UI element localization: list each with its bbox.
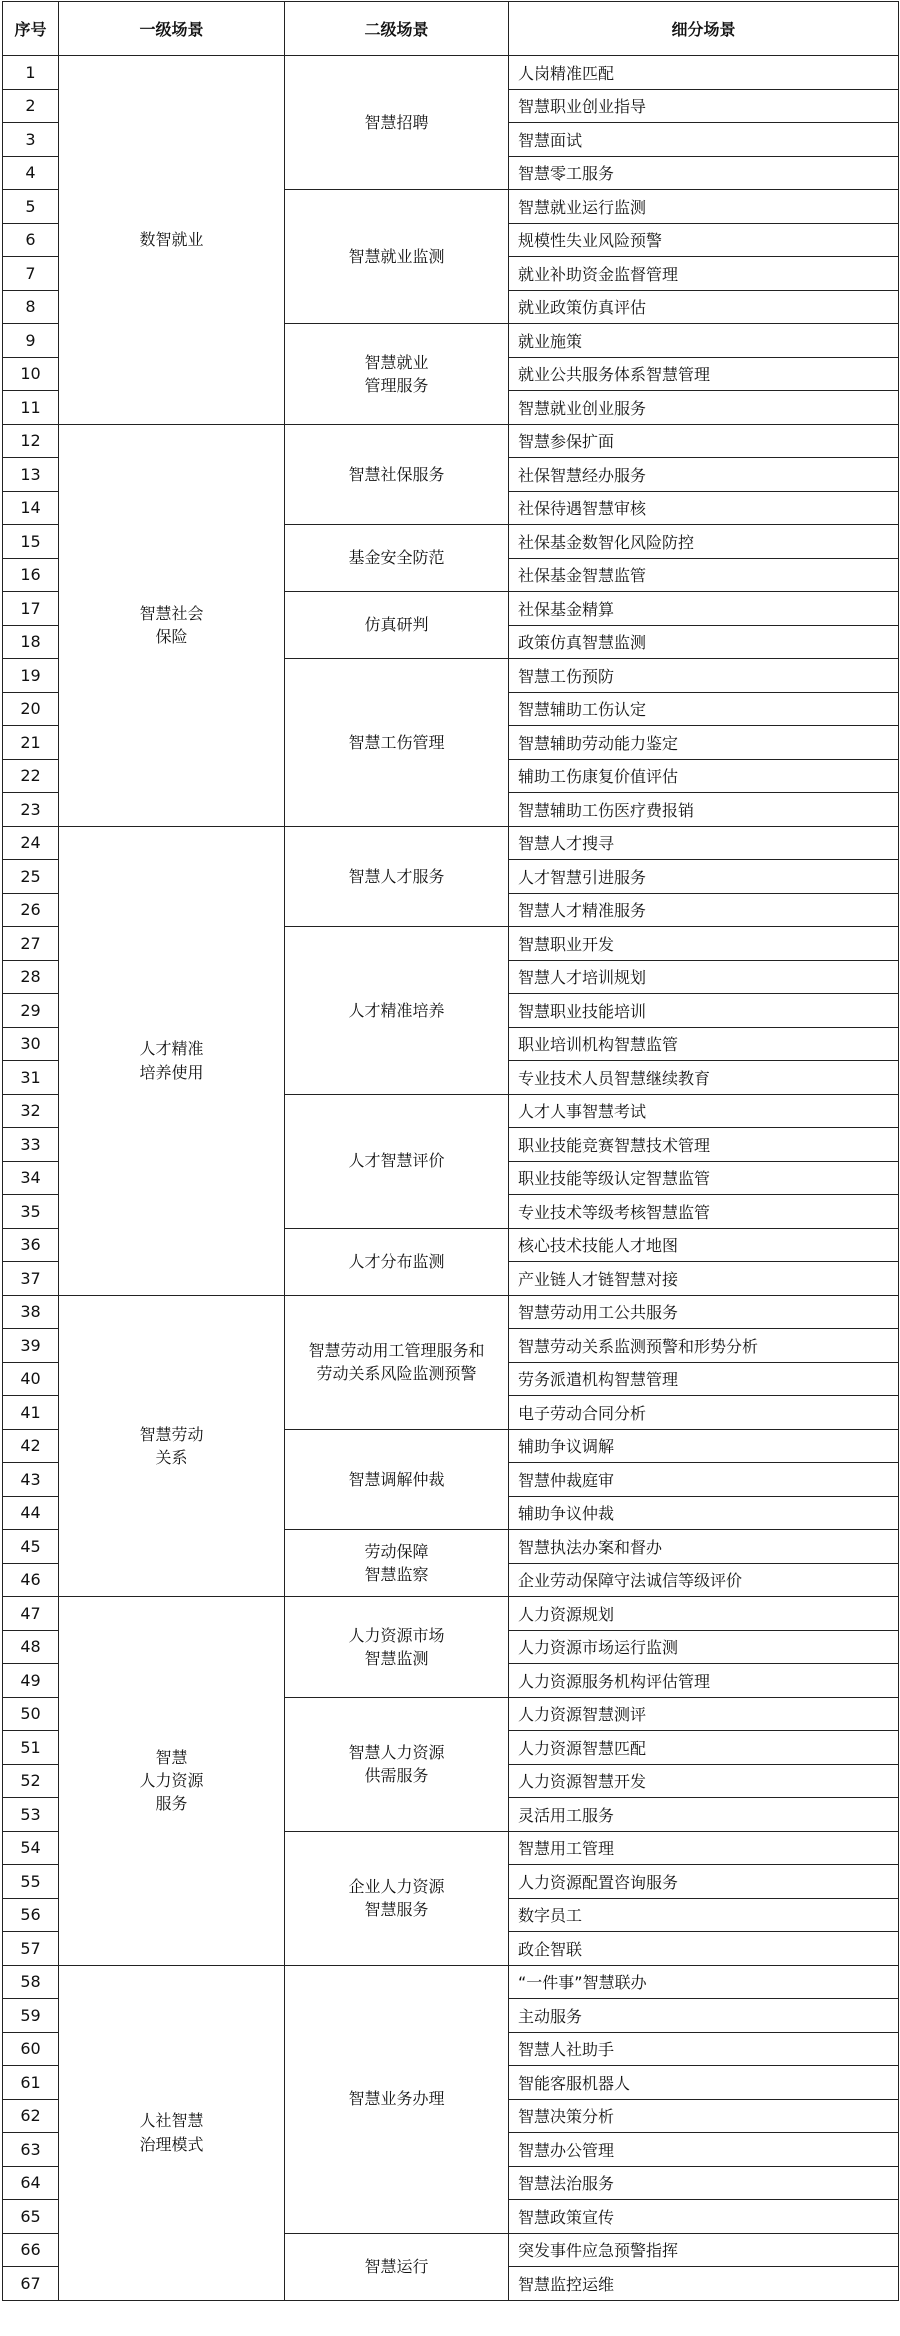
- cell-line: 智慧工伤管理: [348, 732, 445, 752]
- detail-scene: 智慧劳动关系监测预警和形势分析: [509, 1329, 899, 1363]
- row-number: 17: [3, 592, 59, 626]
- cell-line: 企业人力资源: [348, 1876, 445, 1896]
- cell-line: 治理模式: [139, 2134, 204, 2154]
- detail-scene: 智慧仲裁庭审: [509, 1463, 899, 1497]
- row-number: 64: [3, 2166, 59, 2200]
- cell-line: 服务: [155, 1794, 188, 1814]
- detail-scene: “一件事”智慧联办: [509, 1965, 899, 1999]
- level2-scene: [285, 659, 509, 827]
- detail-scene: 社保基金智慧监管: [509, 558, 899, 592]
- level2-scene: [285, 1429, 509, 1530]
- cell-line: 智慧监测: [364, 1648, 429, 1668]
- detail-scene: 智慧参保扩面: [509, 424, 899, 458]
- row-number: 58: [3, 1965, 59, 1999]
- detail-scene: 产业链人才链智慧对接: [509, 1262, 899, 1296]
- row-number: 23: [3, 793, 59, 827]
- detail-scene: 就业政策仿真评估: [509, 290, 899, 324]
- level1-scene: [59, 1965, 285, 2300]
- detail-scene: 辅助争议仲裁: [509, 1496, 899, 1530]
- detail-scene: 智慧人才精准服务: [509, 893, 899, 927]
- detail-scene: 辅助工伤康复价值评估: [509, 759, 899, 793]
- detail-scene: 智慧法治服务: [509, 2166, 899, 2200]
- cell-line: 智慧调解仲裁: [348, 1469, 445, 1489]
- level2-scene: [285, 1965, 509, 2233]
- level2-scene: [285, 1295, 509, 1429]
- row-number: 51: [3, 1731, 59, 1765]
- detail-scene: 辅助争议调解: [509, 1429, 899, 1463]
- row-number: 38: [3, 1295, 59, 1329]
- cell-line: 培养使用: [139, 1062, 204, 1082]
- detail-scene: 就业补助资金监督管理: [509, 257, 899, 291]
- cell-line: 智慧社会: [139, 603, 204, 623]
- table-row: [3, 424, 899, 458]
- detail-scene: 人力资源智慧测评: [509, 1697, 899, 1731]
- row-number: 11: [3, 391, 59, 425]
- level2-scene: [285, 1530, 509, 1597]
- level2-scene: [285, 525, 509, 592]
- row-number: 13: [3, 458, 59, 492]
- row-number: 45: [3, 1530, 59, 1564]
- level2-scene: [285, 2233, 509, 2300]
- cell-line: 智慧劳动用工管理服务和: [308, 1340, 485, 1360]
- detail-scene: 智慧工伤预防: [509, 659, 899, 693]
- detail-scene: 人力资源市场运行监测: [509, 1630, 899, 1664]
- cell-line: 关系: [155, 1447, 188, 1467]
- detail-scene: 灵活用工服务: [509, 1798, 899, 1832]
- detail-scene: 社保基金数智化风险防控: [509, 525, 899, 559]
- row-number: 34: [3, 1161, 59, 1195]
- detail-scene: 智慧职业开发: [509, 927, 899, 961]
- detail-scene: 政企智联: [509, 1932, 899, 1966]
- cell-line: 智慧服务: [364, 1900, 429, 1919]
- detail-scene: 智慧政策宣传: [509, 2200, 899, 2234]
- row-number: 36: [3, 1228, 59, 1262]
- detail-scene: 社保基金精算: [509, 592, 899, 626]
- detail-scene: 人力资源智慧开发: [509, 1764, 899, 1798]
- detail-scene: 职业培训机构智慧监管: [509, 1027, 899, 1061]
- header-row: [3, 2, 899, 56]
- table-row: [3, 826, 899, 860]
- detail-scene: 智能客服机器人: [509, 2066, 899, 2100]
- row-number: 35: [3, 1195, 59, 1229]
- level1-scene: [59, 826, 285, 1295]
- cell-line: 人力资源市场: [348, 1625, 445, 1645]
- level2-scene: [285, 324, 509, 425]
- scene-table: [2, 1, 899, 2301]
- detail-scene: 核心技术技能人才地图: [509, 1228, 899, 1262]
- row-number: 42: [3, 1429, 59, 1463]
- level2-scene: [285, 190, 509, 324]
- cell-line: 劳动关系风险监测预警: [316, 1364, 477, 1383]
- cell-line: 人才智慧评价: [348, 1151, 445, 1171]
- detail-scene: 智慧监控运维: [509, 2267, 899, 2301]
- cell-line: 人才精准: [139, 1039, 204, 1059]
- detail-scene: 社保待遇智慧审核: [509, 491, 899, 525]
- row-number: 43: [3, 1463, 59, 1497]
- cell-line: 智慧就业监测: [348, 246, 445, 266]
- row-number: 47: [3, 1597, 59, 1631]
- cell-line: 人社智慧: [139, 2111, 204, 2131]
- row-number: 31: [3, 1061, 59, 1095]
- level1-scene: [59, 1295, 285, 1597]
- row-number: 10: [3, 357, 59, 391]
- detail-scene: 智慧职业技能培训: [509, 994, 899, 1028]
- row-number: 4: [3, 156, 59, 190]
- row-number: 65: [3, 2200, 59, 2234]
- row-number: 48: [3, 1630, 59, 1664]
- row-number: 66: [3, 2233, 59, 2267]
- cell-line: 人力资源: [139, 1771, 204, 1791]
- row-number: 21: [3, 726, 59, 760]
- detail-scene: 智慧辅助劳动能力鉴定: [509, 726, 899, 760]
- cell-line: 数智就业: [139, 230, 204, 250]
- cell-line: 管理服务: [364, 375, 429, 395]
- row-number: 54: [3, 1831, 59, 1865]
- row-number: 63: [3, 2133, 59, 2167]
- row-number: 62: [3, 2099, 59, 2133]
- detail-scene: 智慧辅助工伤认定: [509, 692, 899, 726]
- detail-scene: 社保智慧经办服务: [509, 458, 899, 492]
- table-row: [3, 56, 899, 90]
- detail-scene: 智慧人社助手: [509, 2032, 899, 2066]
- row-number: 19: [3, 659, 59, 693]
- detail-scene: 就业公共服务体系智慧管理: [509, 357, 899, 391]
- cell-line: 智慧运行: [364, 2256, 429, 2276]
- row-number: 14: [3, 491, 59, 525]
- level2-scene: [285, 1597, 509, 1698]
- detail-scene: 人才人事智慧考试: [509, 1094, 899, 1128]
- row-number: 20: [3, 692, 59, 726]
- row-number: 59: [3, 1999, 59, 2033]
- row-number: 39: [3, 1329, 59, 1363]
- row-number: 5: [3, 190, 59, 224]
- level2-scene: [285, 1697, 509, 1831]
- cell-line: 智慧招聘: [364, 112, 429, 132]
- header-level1: 一级场景: [59, 2, 285, 56]
- level1-scene: [59, 424, 285, 826]
- detail-scene: 智慧办公管理: [509, 2133, 899, 2167]
- detail-scene: 人岗精准匹配: [509, 56, 899, 90]
- row-number: 44: [3, 1496, 59, 1530]
- cell-line: 劳动保障: [364, 1541, 429, 1561]
- row-number: 56: [3, 1898, 59, 1932]
- row-number: 3: [3, 123, 59, 157]
- scene-body: [3, 56, 899, 2301]
- detail-scene: 智慧执法办案和督办: [509, 1530, 899, 1564]
- level2-scene: [285, 1228, 509, 1295]
- row-number: 52: [3, 1764, 59, 1798]
- cell-line: 智慧: [155, 1747, 188, 1767]
- row-number: 27: [3, 927, 59, 961]
- row-number: 57: [3, 1932, 59, 1966]
- row-number: 50: [3, 1697, 59, 1731]
- row-number: 6: [3, 223, 59, 257]
- row-number: 67: [3, 2267, 59, 2301]
- header-level2: 二级场景: [285, 2, 509, 56]
- detail-scene: 人力资源智慧匹配: [509, 1731, 899, 1765]
- row-number: 7: [3, 257, 59, 291]
- detail-scene: 人才智慧引进服务: [509, 860, 899, 894]
- detail-scene: 规模性失业风险预警: [509, 223, 899, 257]
- row-number: 22: [3, 759, 59, 793]
- level2-scene: [285, 927, 509, 1095]
- detail-scene: 智慧用工管理: [509, 1831, 899, 1865]
- level2-scene: [285, 424, 509, 525]
- detail-scene: 人力资源服务机构评估管理: [509, 1664, 899, 1698]
- row-number: 9: [3, 324, 59, 358]
- detail-scene: 政策仿真智慧监测: [509, 625, 899, 659]
- row-number: 2: [3, 89, 59, 123]
- row-number: 61: [3, 2066, 59, 2100]
- detail-scene: 职业技能等级认定智慧监管: [509, 1161, 899, 1195]
- row-number: 46: [3, 1563, 59, 1597]
- row-number: 37: [3, 1262, 59, 1296]
- row-number: 15: [3, 525, 59, 559]
- detail-scene: 突发事件应急预警指挥: [509, 2233, 899, 2267]
- detail-scene: 人力资源规划: [509, 1597, 899, 1631]
- cell-line: 智慧业务办理: [348, 2089, 445, 2109]
- row-number: 41: [3, 1396, 59, 1430]
- level2-scene: [285, 1094, 509, 1228]
- cell-line: 人才精准培养: [348, 1000, 445, 1020]
- detail-scene: 智慧劳动用工公共服务: [509, 1295, 899, 1329]
- row-number: 28: [3, 960, 59, 994]
- detail-scene: 智慧面试: [509, 123, 899, 157]
- row-number: 49: [3, 1664, 59, 1698]
- row-number: 1: [3, 56, 59, 90]
- detail-scene: 就业施策: [509, 324, 899, 358]
- detail-scene: 智慧就业运行监测: [509, 190, 899, 224]
- detail-scene: 主动服务: [509, 1999, 899, 2033]
- row-number: 12: [3, 424, 59, 458]
- level2-scene: [285, 1831, 509, 1965]
- cell-line: 智慧人才服务: [348, 866, 445, 886]
- cell-line: 人才分布监测: [348, 1251, 445, 1271]
- header-no: 序号: [3, 2, 59, 56]
- row-number: 53: [3, 1798, 59, 1832]
- row-number: 32: [3, 1094, 59, 1128]
- detail-scene: 智慧职业创业指导: [509, 89, 899, 123]
- level1-scene: [59, 1597, 285, 1966]
- row-number: 55: [3, 1865, 59, 1899]
- header-detail: 细分场景: [509, 2, 899, 56]
- row-number: 60: [3, 2032, 59, 2066]
- row-number: 26: [3, 893, 59, 927]
- detail-scene: 智慧辅助工伤医疗费报销: [509, 793, 899, 827]
- level2-scene: [285, 56, 509, 190]
- level1-scene: [59, 56, 285, 425]
- detail-scene: 专业技术等级考核智慧监管: [509, 1195, 899, 1229]
- row-number: 40: [3, 1362, 59, 1396]
- row-number: 18: [3, 625, 59, 659]
- cell-line: 智慧监察: [364, 1565, 429, 1584]
- detail-scene: 企业劳动保障守法诚信等级评价: [509, 1563, 899, 1597]
- detail-scene: 电子劳动合同分析: [509, 1396, 899, 1430]
- detail-scene: 智慧人才培训规划: [509, 960, 899, 994]
- row-number: 24: [3, 826, 59, 860]
- row-number: 33: [3, 1128, 59, 1162]
- detail-scene: 智慧人才搜寻: [509, 826, 899, 860]
- detail-scene: 智慧决策分析: [509, 2099, 899, 2133]
- cell-line: 智慧社保服务: [348, 464, 445, 484]
- detail-scene: 数字员工: [509, 1898, 899, 1932]
- cell-line: 仿真研判: [364, 615, 429, 635]
- level2-scene: [285, 826, 509, 927]
- cell-line: 基金安全防范: [348, 548, 445, 568]
- detail-scene: 专业技术人员智慧继续教育: [509, 1061, 899, 1095]
- row-number: 25: [3, 860, 59, 894]
- detail-scene: 智慧就业创业服务: [509, 391, 899, 425]
- row-number: 30: [3, 1027, 59, 1061]
- cell-line: 智慧劳动: [139, 1424, 204, 1444]
- row-number: 16: [3, 558, 59, 592]
- level2-scene: [285, 592, 509, 659]
- cell-line: 智慧人力资源: [348, 1742, 445, 1762]
- detail-scene: 智慧零工服务: [509, 156, 899, 190]
- detail-scene: 职业技能竞赛智慧技术管理: [509, 1128, 899, 1162]
- row-number: 29: [3, 994, 59, 1028]
- cell-line: 保险: [155, 627, 188, 646]
- cell-line: 供需服务: [364, 1766, 429, 1785]
- table-row: [3, 1295, 899, 1329]
- row-number: 8: [3, 290, 59, 324]
- table-row: [3, 1597, 899, 1631]
- table-row: [3, 1965, 899, 1999]
- cell-line: 智慧就业: [364, 352, 429, 372]
- detail-scene: 劳务派遣机构智慧管理: [509, 1362, 899, 1396]
- detail-scene: 人力资源配置咨询服务: [509, 1865, 899, 1899]
